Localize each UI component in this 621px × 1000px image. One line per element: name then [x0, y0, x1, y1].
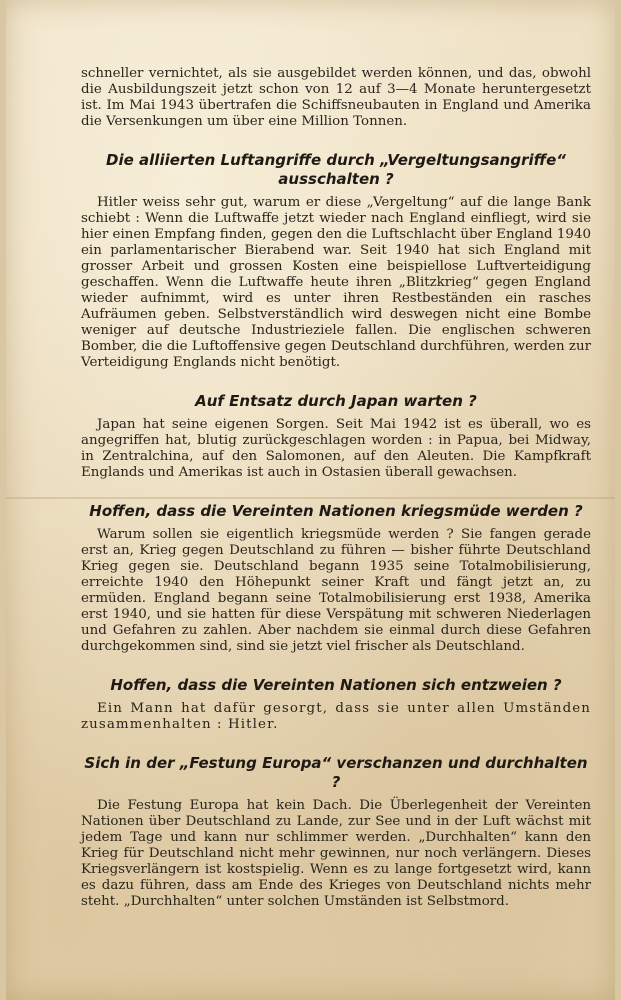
leaflet-text — [81, 66, 591, 910]
heading-kriegsmuede: Hoffen, dass die Vereinten Nationen kriegsmüde werden ? — [89, 502, 583, 520]
paragraph-entzweien: Ein Mann hat dafür gesorgt, dass sie unter allen Umständen zusammenhalten : Hitler. — [81, 701, 591, 732]
heading-festung-europa: Sich in der „Festung Europa“ verschanzen und durchhalten ? — [84, 754, 588, 791]
heading-vergeltungsangriffe: Die alliierten Luftangriffe durch „Vergeltungsangriffe“ ausschalten ? — [106, 151, 566, 188]
heading-japan: Auf Entsatz durch Japan warten ? — [195, 392, 477, 410]
paragraph-festung-europa: Die Festung Europa hat kein Dach. Die Überlegenheit der Vereinten Nationen über Deutschland zu Lande, zur See und in der Luft wächst mit jedem Tage und kann nur schlimmer werden. „Durchhalten“ kann den Krieg für Deutschland nicht mehr gewinnen, nur noch verlängern. Dieses Kriegsverlängern ist kostspielig. Wenn es zu lange fortgesetzt wird, kann es dazu führen, dass am Ende des Krieges von Deutschland nichts mehr steht. „Durchhalten“ unter solchen Umständen ist Selbstmord. — [81, 798, 591, 909]
paragraph-vergeltungsangriffe: Hitler weiss sehr gut, warum er diese „Vergeltung“ auf die lange Bank schiebt : Wenn die Luftwaffe jetzt wieder nach England einfliegt, wird sie hier einen Empfang finden, gegen den die Luftschlacht über England 1940 ein parlamentarischer Bierabend war. Seit 1940 hat sich England mit grosser Arbeit und grossen Kosten eine beispiellose Luftverteidigung geschaffen. Wenn die Luftwaffe heute ihren „Blitzkrieg“ gegen England wieder aufnimmt, wird es unter ihren Restbeständen ein rasches Aufräumen geben. Selbstverständlich wird deswegen nicht eine Bombe weniger auf deutsche Industrieziele fallen. Die englischen schweren Bomber, die die Luftoffensive gegen Deutschland durchführen, werden zur Verteidigung Englands nicht benötigt. — [81, 195, 591, 370]
paragraph-kriegsmuede: Warum sollen sie eigentlich kriegsmüde werden ? Sie fangen gerade erst an, Krieg gegen Deutschland zu führen — bisher führte Deutschland Krieg gegen sie. Deutschland begann 1935 seine Totalmobilisierung, erreichte 1940 den Höhepunkt seiner Kraft und fängt jetzt an, zu ermüden. England begann seine Totalmobilisierung erst 1938, Amerika erst 1940, und sie hatten für diese Verspätung mit schweren Niederlagen und Gefahren zu zahlen. Aber nachdem sie einmal durch diese Gefahren durchgekommen sind, sind sie jetzt viel frischer als Deutschland. — [81, 527, 591, 654]
intro-paragraph: schneller vernichtet, als sie ausgebildet werden können, und das, obwohl die Ausbildungszeit jetzt schon von 12 auf 3—4 Monate heruntergesetzt ist. Im Mai 1943 übertrafen die Schiffsneubauten in England und Amerika die Versenkungen um über eine Million Tonnen. — [81, 66, 591, 129]
heading-entzweien: Hoffen, dass die Vereinten Nationen sich entzweien ? — [110, 676, 562, 694]
leaflet-page — [6, 0, 615, 1000]
paragraph-japan: Japan hat seine eigenen Sorgen. Seit Mai 1942 ist es überall, wo es angegriffen hat, blutig zurückgeschlagen worden : in Papua, bei Midway, in Zentralchina, auf den Salomonen, auf den Aleuten. Die Kampfkraft Englands und Amerikas ist auch in Ostasien überall gewachsen. — [81, 417, 591, 480]
